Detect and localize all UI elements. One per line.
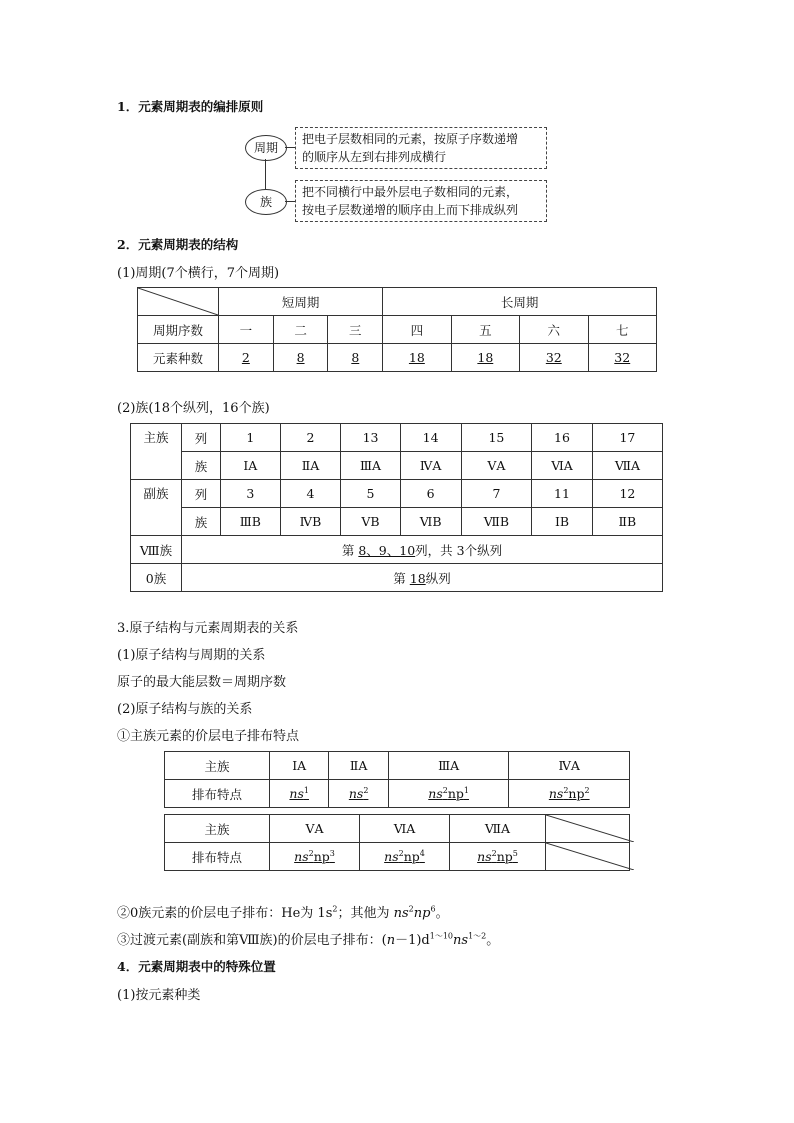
period-oval: 周期 xyxy=(245,135,287,161)
group-rule-line: 把不同横行中最外层电子数相同的元素， xyxy=(302,185,519,199)
period-number: 六 xyxy=(520,316,588,344)
sub-group-label: 副族 xyxy=(131,480,182,536)
viii-group-desc: 第 8、9、10列，共 3个纵列 xyxy=(182,536,663,564)
column-number: 15 xyxy=(461,424,532,452)
zero-group-label: 0族 xyxy=(131,564,182,592)
group-name: ⅣB xyxy=(280,508,341,536)
column-number: 12 xyxy=(592,480,662,508)
arrangement-cell: $ns^2np^5$ xyxy=(450,843,546,871)
group-subheading: (2)族(18个纵列，16个族) xyxy=(117,401,270,416)
element-count: 18 xyxy=(451,344,519,372)
zero-group-desc: 第 18纵列 xyxy=(182,564,663,592)
element-count: 8 xyxy=(273,344,328,372)
group-name: ⅦA xyxy=(450,815,546,843)
diagonal-cell xyxy=(546,843,630,871)
row-label: 主族 xyxy=(165,815,270,843)
item-noble-gas: ②0族元素的价层电子排布：He为 $1s^2$；其他为 $ns^2np^6$。 xyxy=(117,904,449,921)
group-name: ⅤB xyxy=(341,508,400,536)
group-name: ⅠA xyxy=(221,452,281,480)
period-number: 一 xyxy=(219,316,274,344)
group-name: ⅣA xyxy=(400,452,461,480)
long-period-header: 长周期 xyxy=(383,288,657,316)
section-2-heading: 2．元素周期表的结构 xyxy=(117,237,239,252)
subheading: (2)原子结构与族的关系 xyxy=(117,702,253,717)
group-name: ⅢA xyxy=(341,452,400,480)
section-1-heading: 1．元素周期表的编排原则 xyxy=(117,99,264,114)
group-name: ⅥB xyxy=(400,508,461,536)
row-label: 族 xyxy=(182,452,221,480)
group-name: ⅦB xyxy=(461,508,532,536)
main-group-arrangement-table-2 xyxy=(164,814,630,871)
element-count: 32 xyxy=(588,344,656,372)
arrangement-cell: $ns^2np^4$ xyxy=(360,843,450,871)
column-number: 14 xyxy=(400,424,461,452)
group-name: ⅤA xyxy=(461,452,532,480)
subheading: (1)按元素种类 xyxy=(117,988,201,1003)
arrangement-cell: $ns^2np^2$ xyxy=(509,780,630,808)
column-number: 7 xyxy=(461,480,532,508)
row-label: 周期序数 xyxy=(138,316,219,344)
item-heading: ①主族元素的价层电子排布特点 xyxy=(117,729,300,744)
element-count: 2 xyxy=(219,344,274,372)
diagonal-cell xyxy=(138,288,219,316)
group-name: ⅡA xyxy=(280,452,341,480)
element-count: 32 xyxy=(520,344,588,372)
subheading: (1)原子结构与周期的关系 xyxy=(117,648,266,663)
period-number: 七 xyxy=(588,316,656,344)
section-3-heading: 3.原子结构与元素周期表的关系 xyxy=(117,621,299,636)
column-number: 16 xyxy=(532,424,593,452)
group-rule-line: 按电子层数递增的顺序由上而下排成纵列 xyxy=(302,203,519,217)
connector-line xyxy=(285,201,295,202)
column-number: 3 xyxy=(221,480,281,508)
group-name: ⅣA xyxy=(509,752,630,780)
group-name: ⅡA xyxy=(329,752,388,780)
group-name: ⅥA xyxy=(360,815,450,843)
diagonal-line xyxy=(546,843,634,870)
period-number: 五 xyxy=(451,316,519,344)
period-rule-box xyxy=(295,127,547,169)
column-number: 6 xyxy=(400,480,461,508)
element-count: 8 xyxy=(328,344,383,372)
main-group-arrangement-table-1 xyxy=(164,751,630,808)
group-name: ⅤA xyxy=(270,815,360,843)
arrangement-cell: $ns^2np^1$ xyxy=(388,780,509,808)
column-number: 13 xyxy=(341,424,400,452)
row-label: 排布特点 xyxy=(165,843,270,871)
period-number: 二 xyxy=(273,316,328,344)
viii-group-label: Ⅷ族 xyxy=(131,536,182,564)
group-rule-box xyxy=(295,180,547,222)
group-name: ⅡB xyxy=(592,508,662,536)
short-period-header: 短周期 xyxy=(219,288,383,316)
connector-line xyxy=(285,147,295,148)
diagonal-line xyxy=(546,815,634,842)
period-number: 三 xyxy=(328,316,383,344)
period-number: 四 xyxy=(383,316,451,344)
group-table xyxy=(130,423,663,592)
arrangement-cell: $ns^1$ xyxy=(270,780,329,808)
group-name: ⅠB xyxy=(532,508,593,536)
row-label: 族 xyxy=(182,508,221,536)
text-line: 原子的最大能层数＝周期序数 xyxy=(117,675,287,690)
row-label: 主族 xyxy=(165,752,270,780)
section-4-heading: 4．元素周期表中的特殊位置 xyxy=(117,959,276,974)
row-label: 列 xyxy=(182,480,221,508)
period-rule-line: 的顺序从左到右排列成横行 xyxy=(302,150,447,164)
column-number: 4 xyxy=(280,480,341,508)
column-number: 1 xyxy=(221,424,281,452)
diagonal-cell xyxy=(546,815,630,843)
row-label: 元素种数 xyxy=(138,344,219,372)
arrangement-cell: $ns^2$ xyxy=(329,780,388,808)
item-transition: ③过渡元素(副族和第Ⅷ族)的价层电子排布：$(n-1)d^{1\sim 10}ns^{1\sim 2}$。 xyxy=(117,931,500,948)
period-rule-line: 把电子层数相同的元素，按原子序数递增 xyxy=(302,132,519,146)
group-name: ⅠA xyxy=(270,752,329,780)
arrangement-cell: $ns^2np^3$ xyxy=(270,843,360,871)
period-table xyxy=(137,287,657,372)
group-name: ⅢB xyxy=(221,508,281,536)
group-name: ⅥA xyxy=(532,452,593,480)
main-group-label: 主族 xyxy=(131,424,182,480)
row-label: 列 xyxy=(182,424,221,452)
column-number: 11 xyxy=(532,480,593,508)
period-subheading: (1)周期(7个横行，7个周期) xyxy=(117,266,280,281)
column-number: 17 xyxy=(592,424,662,452)
connector-line xyxy=(265,159,266,189)
group-name: ⅢA xyxy=(388,752,509,780)
row-label: 排布特点 xyxy=(165,780,270,808)
group-oval: 族 xyxy=(245,189,287,215)
column-number: 2 xyxy=(280,424,341,452)
column-number: 5 xyxy=(341,480,400,508)
group-name: ⅦA xyxy=(592,452,662,480)
element-count: 18 xyxy=(383,344,451,372)
diagonal-line xyxy=(138,288,218,315)
